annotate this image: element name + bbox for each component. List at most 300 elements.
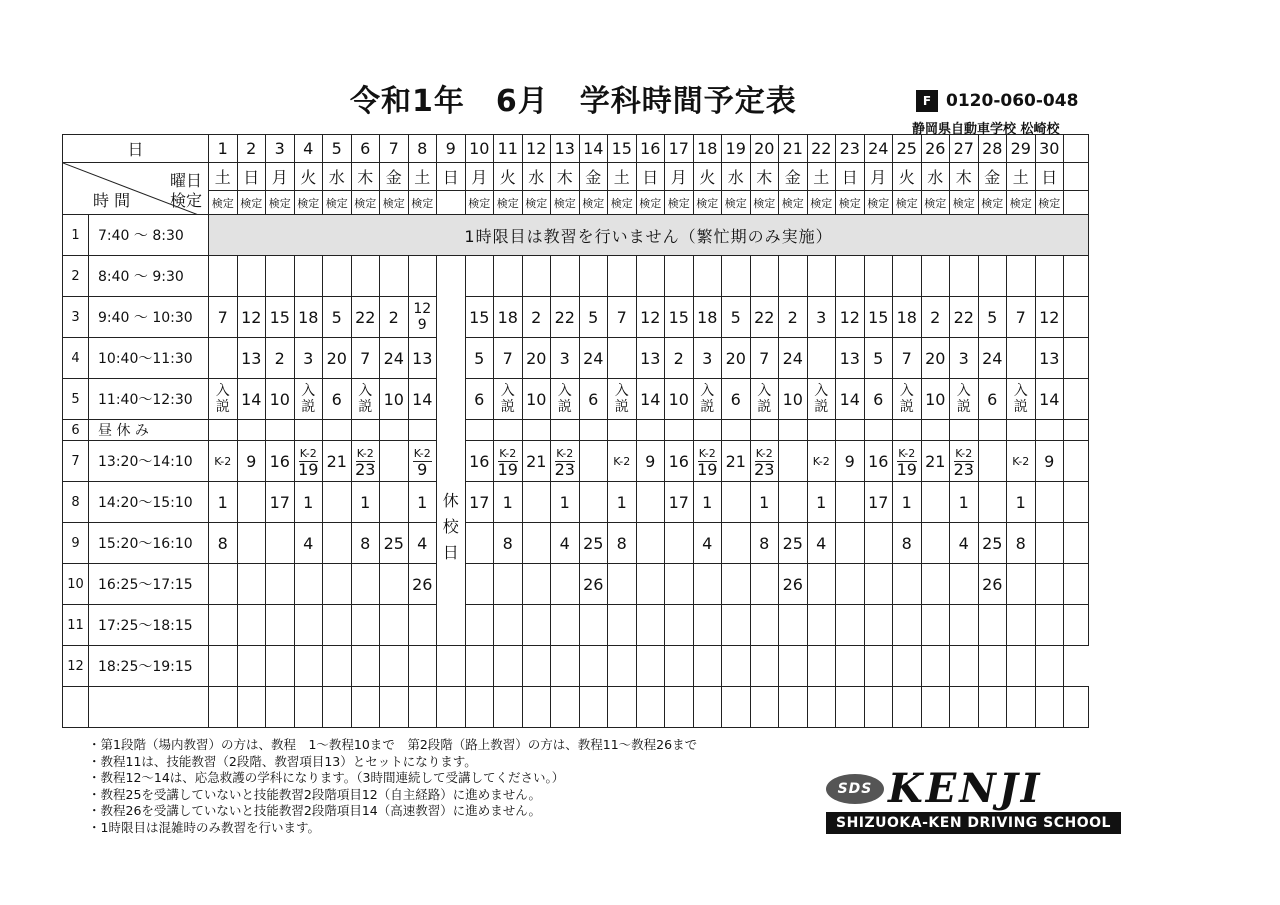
schedule-cell — [266, 605, 295, 646]
lesson-number: 7 — [901, 348, 912, 368]
day-number: 17 — [665, 135, 694, 163]
schedule-cell — [465, 482, 494, 523]
schedule-cell — [465, 523, 494, 564]
lesson-number: 3 — [958, 348, 969, 368]
schedule-cell — [779, 420, 808, 441]
kentei-cell: 検定 — [722, 191, 751, 215]
lesson-number: 12 — [839, 307, 860, 327]
schedule-cell — [1035, 564, 1064, 605]
period-time: 11:40～12:30 — [89, 379, 209, 420]
lesson-number: 9 — [645, 451, 656, 471]
note-line: ・1時限目は混雑時のみ教習を行います。 — [88, 819, 320, 835]
schedule-cell — [978, 564, 1007, 605]
schedule-cell — [636, 379, 665, 420]
blank-cell — [608, 687, 637, 728]
schedule-cell — [551, 379, 580, 420]
schedule-cell — [237, 338, 266, 379]
lesson-text: 入 — [215, 383, 230, 399]
lesson-number: 5 — [331, 307, 342, 327]
lesson-number: 26 — [412, 574, 433, 594]
weekday-cell: 月 — [665, 163, 694, 191]
period-number: 2 — [63, 256, 89, 297]
schedule-cell — [750, 646, 779, 687]
schedule-cell — [551, 564, 580, 605]
lesson-number: 25 — [782, 533, 803, 553]
lesson-tag: K-2 — [698, 446, 716, 460]
schedule-cell — [608, 338, 637, 379]
schedule-cell — [978, 256, 1007, 297]
schedule-cell — [294, 256, 323, 297]
kentei-cell: 検定 — [950, 191, 979, 215]
kentei-cell: 検定 — [1007, 191, 1036, 215]
schedule-cell — [807, 297, 836, 338]
lesson-tag: K-2 — [214, 454, 232, 468]
lesson-text: 12 — [413, 301, 432, 317]
schedule-cell — [351, 646, 380, 687]
schedule-cell — [1035, 379, 1064, 420]
kentei-cell: 検定 — [209, 191, 238, 215]
day-number: 4 — [294, 135, 323, 163]
lesson-number: 18 — [298, 307, 319, 327]
lesson-number: 6 — [873, 389, 884, 409]
schedule-cell — [921, 523, 950, 564]
schedule-cell — [408, 482, 437, 523]
schedule-cell — [266, 297, 295, 338]
lesson-number: 22 — [953, 307, 974, 327]
lesson-number: 22 — [355, 307, 376, 327]
blank-cell — [1064, 297, 1089, 338]
schedule-cell — [836, 605, 865, 646]
schedule-cell — [579, 646, 608, 687]
schedule-cell — [608, 256, 637, 297]
lesson-text: 説 — [557, 399, 572, 415]
schedule-cell — [294, 379, 323, 420]
kentei-cell: 検定 — [380, 191, 409, 215]
schedule-cell — [921, 256, 950, 297]
schedule-cell — [408, 256, 437, 297]
period-number: 12 — [63, 646, 89, 687]
schedule-cell — [465, 605, 494, 646]
schedule-cell — [665, 564, 694, 605]
blank-cell — [1064, 338, 1089, 379]
schedule-cell — [693, 297, 722, 338]
schedule-cell — [351, 564, 380, 605]
schedule-table — [62, 134, 1089, 728]
kentei-cell: 検定 — [864, 191, 893, 215]
schedule-cell — [864, 297, 893, 338]
lesson-number: 10 — [668, 389, 689, 409]
schedule-cell — [323, 646, 352, 687]
day-number: 19 — [722, 135, 751, 163]
schedule-cell — [864, 379, 893, 420]
kentei-cell: 検定 — [522, 191, 551, 215]
lesson-tag: K-2 — [556, 446, 574, 460]
schedule-cell — [978, 338, 1007, 379]
period-number: 9 — [63, 523, 89, 564]
lesson-number: 10 — [269, 389, 290, 409]
blank-cell — [1035, 646, 1064, 687]
schedule-cell — [693, 338, 722, 379]
lesson-tag: K-2 — [613, 454, 631, 468]
lesson-number: 12 — [241, 307, 262, 327]
schedule-cell — [750, 256, 779, 297]
lesson-number: 2 — [274, 348, 285, 368]
schedule-cell — [522, 523, 551, 564]
schedule-cell — [266, 256, 295, 297]
schedule-cell — [266, 420, 295, 441]
schedule-cell — [522, 338, 551, 379]
day-number: 8 — [408, 135, 437, 163]
schedule-cell — [950, 646, 979, 687]
kentei-cell: 検定 — [665, 191, 694, 215]
schedule-cell — [665, 441, 694, 482]
lesson-text: 説 — [614, 399, 629, 415]
blank-cell — [408, 687, 437, 728]
schedule-cell — [693, 564, 722, 605]
lesson-number: 1 — [759, 492, 770, 512]
schedule-cell — [807, 646, 836, 687]
lesson-tag: K-2 — [499, 446, 517, 460]
lesson-number: 8 — [360, 533, 371, 553]
schedule-cell — [465, 297, 494, 338]
schedule-cell — [722, 564, 751, 605]
schedule-cell — [836, 256, 865, 297]
lesson-text: 説 — [956, 399, 971, 415]
lesson-text: 入 — [757, 383, 772, 399]
schedule-cell — [380, 441, 409, 482]
lesson-number: 5 — [474, 348, 485, 368]
day-number: 9 — [437, 135, 466, 163]
weekday-cell: 土 — [608, 163, 637, 191]
schedule-cell — [408, 605, 437, 646]
schedule-cell — [893, 420, 922, 441]
lesson-text: 説 — [1013, 399, 1028, 415]
schedule-cell — [779, 523, 808, 564]
weekday-cell: 日 — [1035, 163, 1064, 191]
blank-cell — [89, 687, 209, 728]
lesson-number: 4 — [303, 533, 314, 553]
lesson-number: 22 — [754, 307, 775, 327]
lesson-number: 4 — [816, 533, 827, 553]
lesson-number: 8 — [502, 533, 513, 553]
lesson-number: 6 — [588, 389, 599, 409]
blank-cell — [1064, 605, 1089, 646]
schedule-cell — [750, 564, 779, 605]
schedule-cell — [608, 420, 637, 441]
lesson-number: 4 — [559, 533, 570, 553]
period-number: 6 — [63, 420, 89, 441]
period-number: 3 — [63, 297, 89, 338]
weekday-cell: 木 — [750, 163, 779, 191]
lesson-number: 18 — [896, 307, 917, 327]
weekday-cell: 水 — [323, 163, 352, 191]
lesson-number: 8 — [759, 533, 770, 553]
lesson-number: 25 — [383, 533, 404, 553]
kentei-cell: 検定 — [323, 191, 352, 215]
lesson-number: 19 — [298, 459, 319, 479]
lesson-number: 1 — [1015, 492, 1026, 512]
blank-cell — [978, 687, 1007, 728]
lesson-number: 25 — [982, 533, 1003, 553]
schedule-cell — [978, 379, 1007, 420]
blank-cell — [1064, 441, 1089, 482]
schedule-cell — [1007, 338, 1036, 379]
lesson-number: 8 — [901, 533, 912, 553]
blank-cell — [807, 687, 836, 728]
schedule-cell — [551, 420, 580, 441]
lesson-number: 10 — [925, 389, 946, 409]
lesson-number: 13 — [1039, 348, 1060, 368]
schedule-cell — [779, 338, 808, 379]
schedule-cell — [836, 523, 865, 564]
schedule-cell — [1035, 523, 1064, 564]
kentei-cell: 検定 — [693, 191, 722, 215]
schedule-cell — [636, 564, 665, 605]
schedule-cell — [408, 523, 437, 564]
lesson-number: 1 — [303, 492, 314, 512]
blank-cell — [1064, 191, 1089, 215]
schedule-cell — [408, 420, 437, 441]
schedule-cell — [522, 482, 551, 523]
schedule-cell — [380, 338, 409, 379]
lesson-tag: K-2 — [413, 446, 431, 460]
schedule-cell — [494, 420, 523, 441]
schedule-cell — [921, 297, 950, 338]
schedule-cell — [237, 646, 266, 687]
schedule-cell — [893, 338, 922, 379]
weekday-cell: 月 — [864, 163, 893, 191]
lesson-tag: K-2 — [299, 446, 317, 460]
schedule-cell — [665, 256, 694, 297]
schedule-cell — [950, 338, 979, 379]
schedule-cell — [693, 256, 722, 297]
schedule-cell — [978, 646, 1007, 687]
schedule-cell — [636, 441, 665, 482]
blank-cell — [1064, 420, 1089, 441]
lesson-number: 7 — [759, 348, 770, 368]
schedule-cell — [693, 482, 722, 523]
schedule-cell — [1035, 297, 1064, 338]
schedule-cell — [807, 256, 836, 297]
blank-cell — [1064, 379, 1089, 420]
schedule-cell — [237, 297, 266, 338]
lesson-number: 6 — [331, 389, 342, 409]
schedule-cell — [807, 564, 836, 605]
phone-number: 0120-060-048 — [946, 91, 1079, 111]
schedule-cell — [950, 605, 979, 646]
schedule-cell — [722, 441, 751, 482]
period-number: 4 — [63, 338, 89, 379]
lesson-number: 13 — [412, 348, 433, 368]
weekday-cell: 木 — [351, 163, 380, 191]
blank-cell — [636, 687, 665, 728]
schedule-cell — [950, 482, 979, 523]
schedule-cell — [722, 338, 751, 379]
period-time: 10:40～11:30 — [89, 338, 209, 379]
lesson-text: 入 — [557, 383, 572, 399]
lesson-number: 13 — [640, 348, 661, 368]
schedule-cell — [266, 523, 295, 564]
lesson-number: 2 — [388, 307, 399, 327]
schedule-cell — [608, 297, 637, 338]
weekday-cell: 日 — [237, 163, 266, 191]
lesson-text: 説 — [757, 399, 772, 415]
lesson-number: 10 — [383, 389, 404, 409]
schedule-cell — [608, 564, 637, 605]
schedule-cell — [608, 646, 637, 687]
schedule-cell — [465, 256, 494, 297]
blank-cell — [864, 687, 893, 728]
lesson-number: 20 — [326, 348, 347, 368]
weekday-cell: 水 — [921, 163, 950, 191]
schedule-cell — [636, 482, 665, 523]
day-label-cell: 日 — [63, 135, 209, 163]
schedule-cell — [608, 441, 637, 482]
blank-cell — [921, 687, 950, 728]
schedule-cell — [380, 523, 409, 564]
schedule-cell — [551, 297, 580, 338]
schedule-cell — [266, 338, 295, 379]
schedule-cell — [921, 605, 950, 646]
schedule-cell — [750, 523, 779, 564]
lesson-text: 入 — [1013, 383, 1028, 399]
lesson-number: 17 — [269, 492, 290, 512]
schedule-cell — [693, 605, 722, 646]
schedule-cell — [579, 523, 608, 564]
schedule-cell — [921, 420, 950, 441]
schedule-cell — [294, 297, 323, 338]
schedule-cell — [807, 420, 836, 441]
lesson-number: 19 — [896, 459, 917, 479]
schedule-cell — [551, 605, 580, 646]
day-number: 16 — [636, 135, 665, 163]
lesson-number: 15 — [668, 307, 689, 327]
lesson-number: 19 — [697, 459, 718, 479]
blank-cell — [437, 687, 466, 728]
period-number: 10 — [63, 564, 89, 605]
schedule-cell — [209, 564, 238, 605]
schedule-cell — [807, 441, 836, 482]
schedule-cell — [551, 256, 580, 297]
schedule-cell — [836, 420, 865, 441]
weekday-cell: 月 — [266, 163, 295, 191]
lesson-number: 24 — [583, 348, 604, 368]
blank-cell — [1007, 687, 1036, 728]
schedule-cell — [237, 605, 266, 646]
schedule-cell — [893, 482, 922, 523]
diagonal-header — [63, 163, 209, 215]
lesson-number: 17 — [868, 492, 889, 512]
schedule-cell — [209, 256, 238, 297]
period-time: 昼 休 み — [89, 420, 209, 441]
lesson-number: 1 — [816, 492, 827, 512]
schedule-cell — [237, 379, 266, 420]
schedule-cell — [779, 482, 808, 523]
schedule-cell — [209, 482, 238, 523]
lesson-number: 6 — [730, 389, 741, 409]
blank-cell — [893, 687, 922, 728]
lesson-number: 1 — [502, 492, 513, 512]
day-number: 1 — [209, 135, 238, 163]
lesson-number: 23 — [554, 459, 575, 479]
lesson-tag: K-2 — [898, 446, 916, 460]
schedule-cell — [779, 646, 808, 687]
kentei-cell: 検定 — [893, 191, 922, 215]
schedule-cell — [608, 482, 637, 523]
schedule-cell — [494, 441, 523, 482]
weekday-cell: 水 — [522, 163, 551, 191]
school-name: 静岡県自動車学校 松崎校 — [912, 122, 1060, 137]
day-number: 14 — [579, 135, 608, 163]
schedule-cell — [1035, 441, 1064, 482]
lesson-text: 説 — [500, 399, 515, 415]
logo-name: KENJI — [888, 765, 1043, 812]
schedule-cell — [665, 338, 694, 379]
kentei-cell: 検定 — [636, 191, 665, 215]
schedule-cell — [408, 338, 437, 379]
blank-cell — [63, 687, 89, 728]
weekday-cell: 火 — [494, 163, 523, 191]
blank-cell — [950, 687, 979, 728]
lesson-text: 入 — [700, 383, 715, 399]
lesson-number: 6 — [987, 389, 998, 409]
day-number: 27 — [950, 135, 979, 163]
schedule-cell — [665, 297, 694, 338]
lesson-number: 1 — [360, 492, 371, 512]
blank-cell — [1064, 523, 1089, 564]
schedule-cell — [950, 420, 979, 441]
lesson-number: 16 — [668, 451, 689, 471]
lesson-number: 7 — [616, 307, 627, 327]
note-line: ・教程25を受講していないと技能教習2段階項目12（自主経路）に進めません。 — [88, 786, 542, 802]
phone-block — [916, 90, 1078, 112]
schedule-cell — [779, 564, 808, 605]
blank-cell — [294, 687, 323, 728]
lesson-text: 入 — [899, 383, 914, 399]
notes — [88, 737, 697, 836]
lesson-number: 1 — [901, 492, 912, 512]
lesson-number: 15 — [269, 307, 290, 327]
schedule-cell — [209, 646, 238, 687]
lesson-number: 1 — [958, 492, 969, 512]
schedule-cell — [636, 338, 665, 379]
schedule-cell — [779, 256, 808, 297]
schedule-cell — [294, 482, 323, 523]
holiday-char: 休 — [442, 490, 459, 510]
schedule-cell — [494, 523, 523, 564]
schedule-cell — [950, 256, 979, 297]
schedule-cell — [237, 420, 266, 441]
schedule-cell — [408, 379, 437, 420]
schedule-cell — [294, 646, 323, 687]
blank-cell — [779, 687, 808, 728]
day-number: 22 — [807, 135, 836, 163]
schedule-cell — [722, 523, 751, 564]
lesson-text: 説 — [700, 399, 715, 415]
lesson-number: 8 — [1015, 533, 1026, 553]
note-line: ・教程11は、技能教習（2段階、教習項目13）とセットになります。 — [88, 753, 477, 769]
day-number: 7 — [380, 135, 409, 163]
schedule-cell — [978, 297, 1007, 338]
schedule-cell — [864, 482, 893, 523]
schedule-cell — [864, 338, 893, 379]
holiday-cell — [437, 256, 466, 646]
schedule-cell — [836, 297, 865, 338]
schedule-cell — [950, 441, 979, 482]
weekday-cell: 土 — [408, 163, 437, 191]
time-label: 時 間 — [93, 191, 131, 210]
schedule-cell — [351, 605, 380, 646]
